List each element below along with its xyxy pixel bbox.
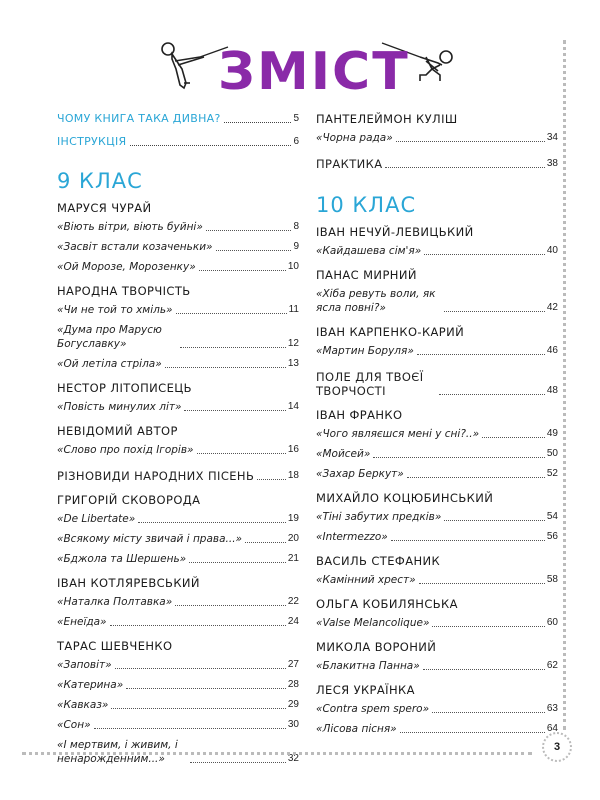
author-heading: ТАРАС ШЕВЧЕНКО	[57, 639, 173, 653]
toc-entry[interactable]: «Кайдашева сім'я» 40	[316, 245, 558, 257]
toc-entry[interactable]: «Слово про похід Ігорів» 16	[57, 444, 299, 456]
author-heading: НЕСТОР ЛІТОПИСЕЦЬ	[57, 381, 192, 395]
dotted-border-bottom	[22, 752, 532, 755]
toc-entry[interactable]: «Valse Melancolique» 60	[316, 617, 558, 629]
author-heading: НЕВІДОМИЙ АВТОР	[57, 424, 178, 438]
toc-entry[interactable]: «Чи не той то хміль» 11	[57, 304, 299, 316]
author-heading: НАРОДНА ТВОРЧІСТЬ	[57, 284, 191, 298]
author-heading: ОЛЬГА КОБИЛЯНСЬКА	[316, 597, 458, 611]
page-title: ЗМІСТ	[218, 42, 410, 102]
author-heading: МАРУСЯ ЧУРАЙ	[57, 201, 152, 215]
toc-entry-practice[interactable]: ПРАКТИКА 38	[316, 157, 558, 171]
toc-entry[interactable]: «Повість минулих літ» 14	[57, 401, 299, 413]
toc-entry[interactable]: «Камінний хрест» 58	[316, 574, 558, 586]
toc-entry[interactable]: «Мартин Боруля» 46	[316, 345, 558, 357]
toc-entry[interactable]: «Наталка Полтавка» 22	[57, 596, 299, 608]
toc-entry[interactable]: «Лісова пісня» 64	[316, 723, 558, 735]
author-heading: ГРИГОРІЙ СКОВОРОДА	[57, 493, 201, 507]
toc-entry[interactable]: «Бджола та Шершень» 21	[57, 553, 299, 565]
toc-entry[interactable]: «Contra spem spero» 63	[316, 703, 558, 715]
toc-entry[interactable]: «Заповіт» 27	[57, 659, 299, 671]
grade-9-heading: 9 КЛАС	[57, 169, 143, 193]
toc-entry[interactable]: «Блакитна Панна» 62	[316, 660, 558, 672]
author-heading: ІВАН КОТЛЯРЕВСЬКИЙ	[57, 576, 200, 590]
dotted-border-right	[563, 40, 566, 730]
author-heading: ПАНАС МИРНИЙ	[316, 268, 417, 282]
toc-entry[interactable]: «Ой летіла стріла» 13	[57, 358, 299, 370]
toc-entry[interactable]: «Кавказ» 29	[57, 699, 299, 711]
toc-entry[interactable]: «Енеїда» 24	[57, 616, 299, 628]
author-heading: ІВАН КАРПЕНКО-КАРИЙ	[316, 325, 465, 339]
author-heading: ВАСИЛЬ СТЕФАНИК	[316, 554, 441, 568]
toc-entry[interactable]: «Дума про Марусю Богуславку» 12	[57, 324, 299, 350]
toc-entry[interactable]: «Захар Беркут» 52	[316, 468, 558, 480]
toc-entry[interactable]: «De Libertate» 19	[57, 513, 299, 525]
toc-entry[interactable]: «Мойсей» 50	[316, 448, 558, 460]
toc-entry[interactable]: «Тіні забутих предків» 54	[316, 511, 558, 523]
toc-entry[interactable]: «Чого являєшся мені у сні?..» 49	[316, 428, 558, 440]
toc-right-column	[316, 112, 558, 742]
toc-entry[interactable]: «Чорна рада» 34	[316, 132, 558, 144]
toc-entry[interactable]: «Хіба ревуть воли, як ясла повні?» 42	[316, 288, 558, 314]
toc-entry[interactable]: «Всякому місту звичай і права...» 20	[57, 533, 299, 545]
toc-entry[interactable]: «Сон» 30	[57, 719, 299, 731]
author-heading: ПАНТЕЛЕЙМОН КУЛІШ	[316, 112, 458, 126]
toc-entry-song-types[interactable]: РІЗНОВИДИ НАРОДНИХ ПІСЕНЬ 18	[57, 469, 299, 483]
toc-left-column	[57, 112, 299, 772]
author-heading: ЛЕСЯ УКРАЇНКА	[316, 683, 415, 697]
title-banner	[150, 35, 460, 110]
author-heading: ІВАН НЕЧУЙ-ЛЕВИЦЬКИЙ	[316, 225, 474, 239]
author-heading: МИКОЛА ВОРОНИЙ	[316, 640, 437, 654]
toc-entry[interactable]: «Катерина» 28	[57, 679, 299, 691]
grade-10-heading: 10 КЛАС	[316, 193, 417, 217]
author-heading: ІВАН ФРАНКО	[316, 408, 403, 422]
page-number-badge: 3	[542, 732, 572, 762]
toc-entry[interactable]: «Засвіт встали козаченьки» 9	[57, 241, 299, 253]
toc-entry[interactable]: «Віють вітри, віють буйні» 8	[57, 221, 299, 233]
toc-entry-creative-field[interactable]: ПОЛЕ ДЛЯ ТВОЄЇ ТВОРЧОСТІ 48	[316, 370, 558, 398]
toc-entry[interactable]: «Intermezzo» 56	[316, 531, 558, 543]
toc-entry[interactable]: «І мертвим, і живим, і ненарожденним...» 32	[57, 739, 299, 765]
toc-entry-why-strange[interactable]: ЧОМУ КНИГА ТАКА ДИВНА? 5	[57, 112, 299, 125]
author-heading: МИХАЙЛО КОЦЮБИНСЬКИЙ	[316, 491, 494, 505]
toc-entry-instructions[interactable]: ІНСТРУКЦІЯ 6	[57, 135, 299, 148]
toc-entry[interactable]: «Ой Морозе, Морозенку» 10	[57, 261, 299, 273]
